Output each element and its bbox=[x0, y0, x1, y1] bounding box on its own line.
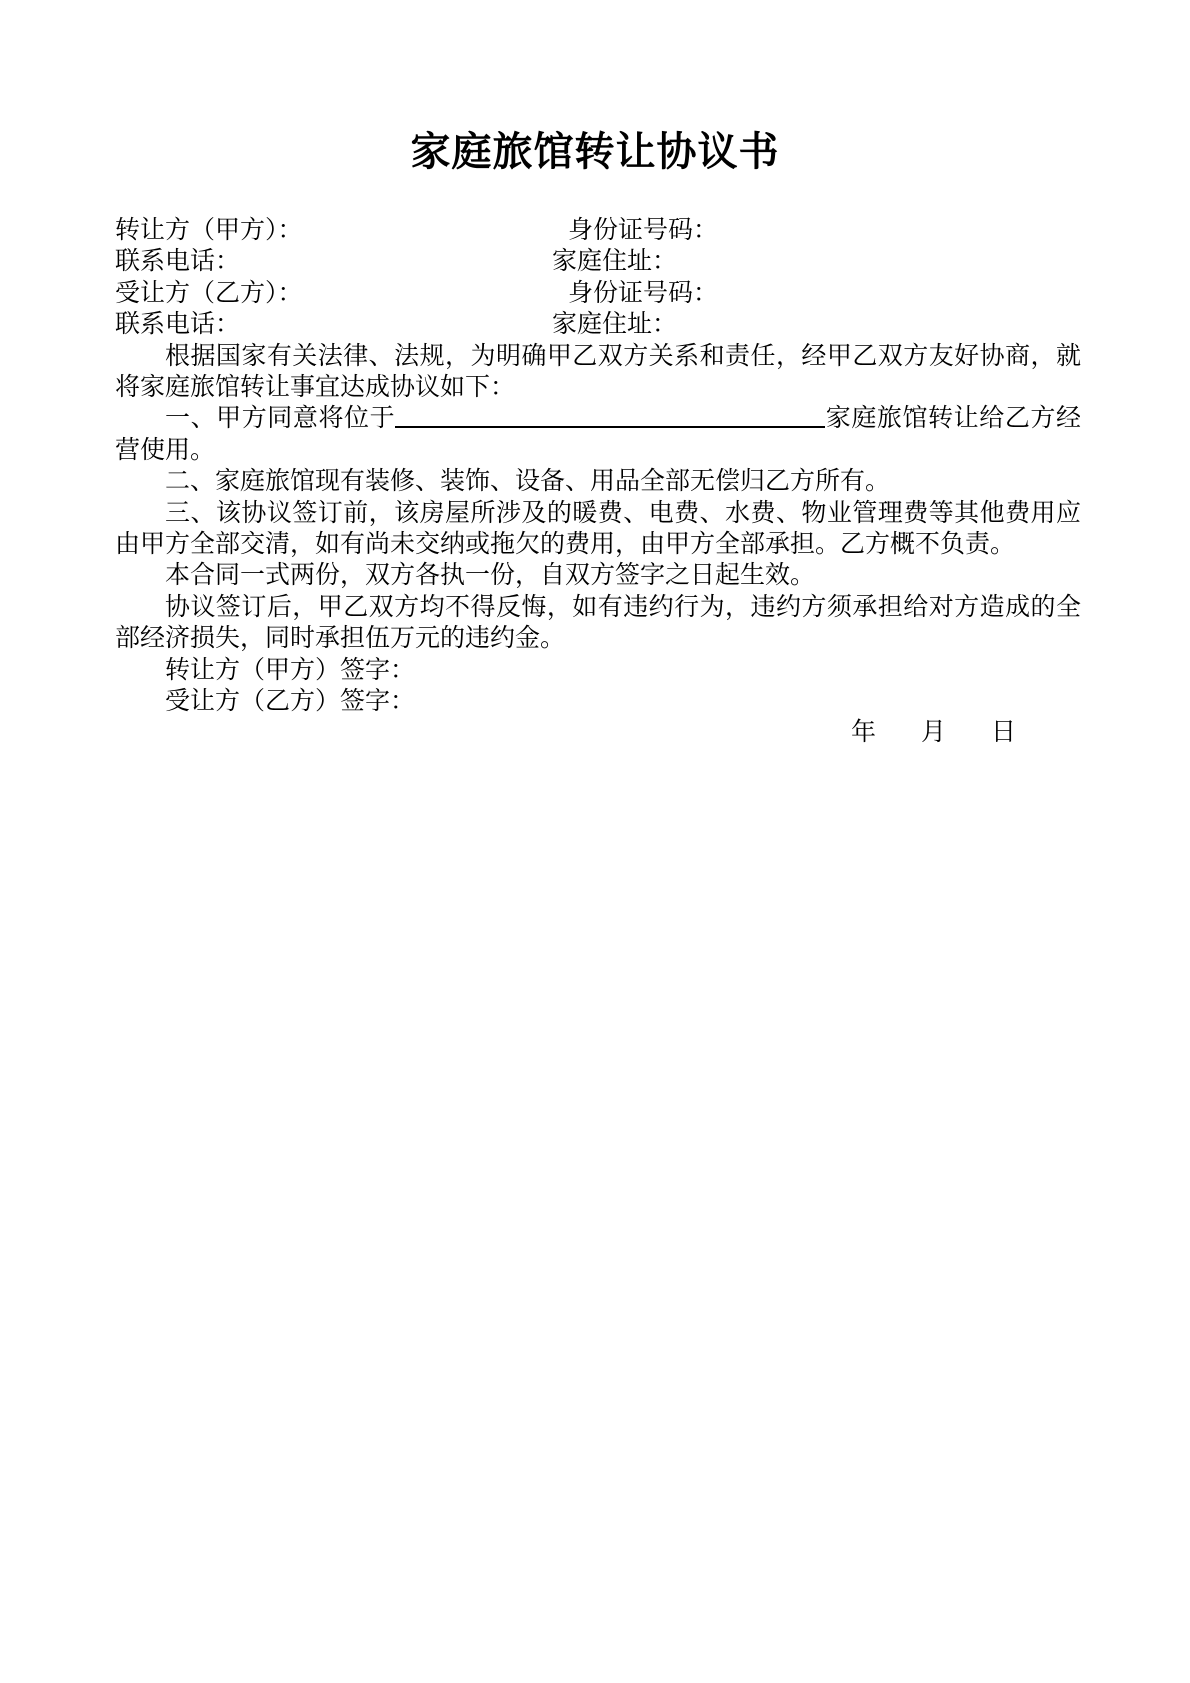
clause-1-suffix: 家庭旅馆转让给乙方经营使用。 bbox=[115, 403, 1081, 464]
clause-3-paragraph: 三、该协议签订前，该房屋所涉及的暖费、电费、水费、物业管理费等其他费用应由甲方全部交清，如有尚未交纳或拖欠的费用，由甲方全部承担。乙方概不负责。 bbox=[115, 497, 1081, 558]
party-b-address-label: 家庭住址： bbox=[552, 309, 678, 339]
date-month-label: 月 bbox=[921, 717, 947, 747]
copies-paragraph: 本合同一式两份，双方各执一份，自双方签字之日起生效。 bbox=[165, 560, 816, 590]
date-row bbox=[115, 716, 1081, 747]
party-b-phone-label: 联系电话： bbox=[115, 309, 241, 339]
clause-1-prefix: 一、甲方同意将位于 bbox=[165, 403, 396, 433]
party-a-row bbox=[115, 214, 1081, 245]
breach-paragraph: 协议签订后，甲乙双方均不得反悔，如有违约行为，违约方须承担给对方造成的全部经济损失，同时承担伍万元的违约金。 bbox=[115, 591, 1081, 653]
party-b-id-label: 身份证号码： bbox=[568, 277, 719, 307]
date-day-label: 日 bbox=[991, 717, 1017, 747]
party-a-phone-label: 联系电话： bbox=[115, 246, 241, 276]
location-blank-line bbox=[395, 402, 825, 428]
signature-party-b: 受让方（乙方）签字： bbox=[165, 686, 416, 716]
party-b-label: 受让方（乙方）： bbox=[115, 277, 303, 307]
clause-2-paragraph: 二、家庭旅馆现有装修、装饰、设备、用品全部无偿归乙方所有。 bbox=[165, 466, 891, 496]
date-year-label: 年 bbox=[851, 717, 877, 747]
document-body bbox=[115, 214, 1081, 748]
signature-party-a: 转让方（甲方）签字： bbox=[165, 654, 416, 684]
document-title: 家庭旅馆转让协议书 bbox=[410, 128, 780, 175]
clause-1-paragraph bbox=[115, 402, 1081, 465]
party-a-address-label: 家庭住址： bbox=[552, 246, 678, 276]
party-b-contact-row bbox=[115, 308, 1081, 339]
party-a-id-label: 身份证号码： bbox=[568, 215, 719, 244]
preamble-paragraph: 根据国家有关法律、法规，为明确甲乙双方关系和责任，经甲乙双方友好协商，就将家庭旅馆转让事宜达成协议如下： bbox=[115, 340, 1081, 401]
party-a-label: 转让方（甲方）： bbox=[115, 215, 303, 244]
party-a-contact-row bbox=[115, 245, 1081, 276]
party-b-row bbox=[115, 277, 1081, 308]
